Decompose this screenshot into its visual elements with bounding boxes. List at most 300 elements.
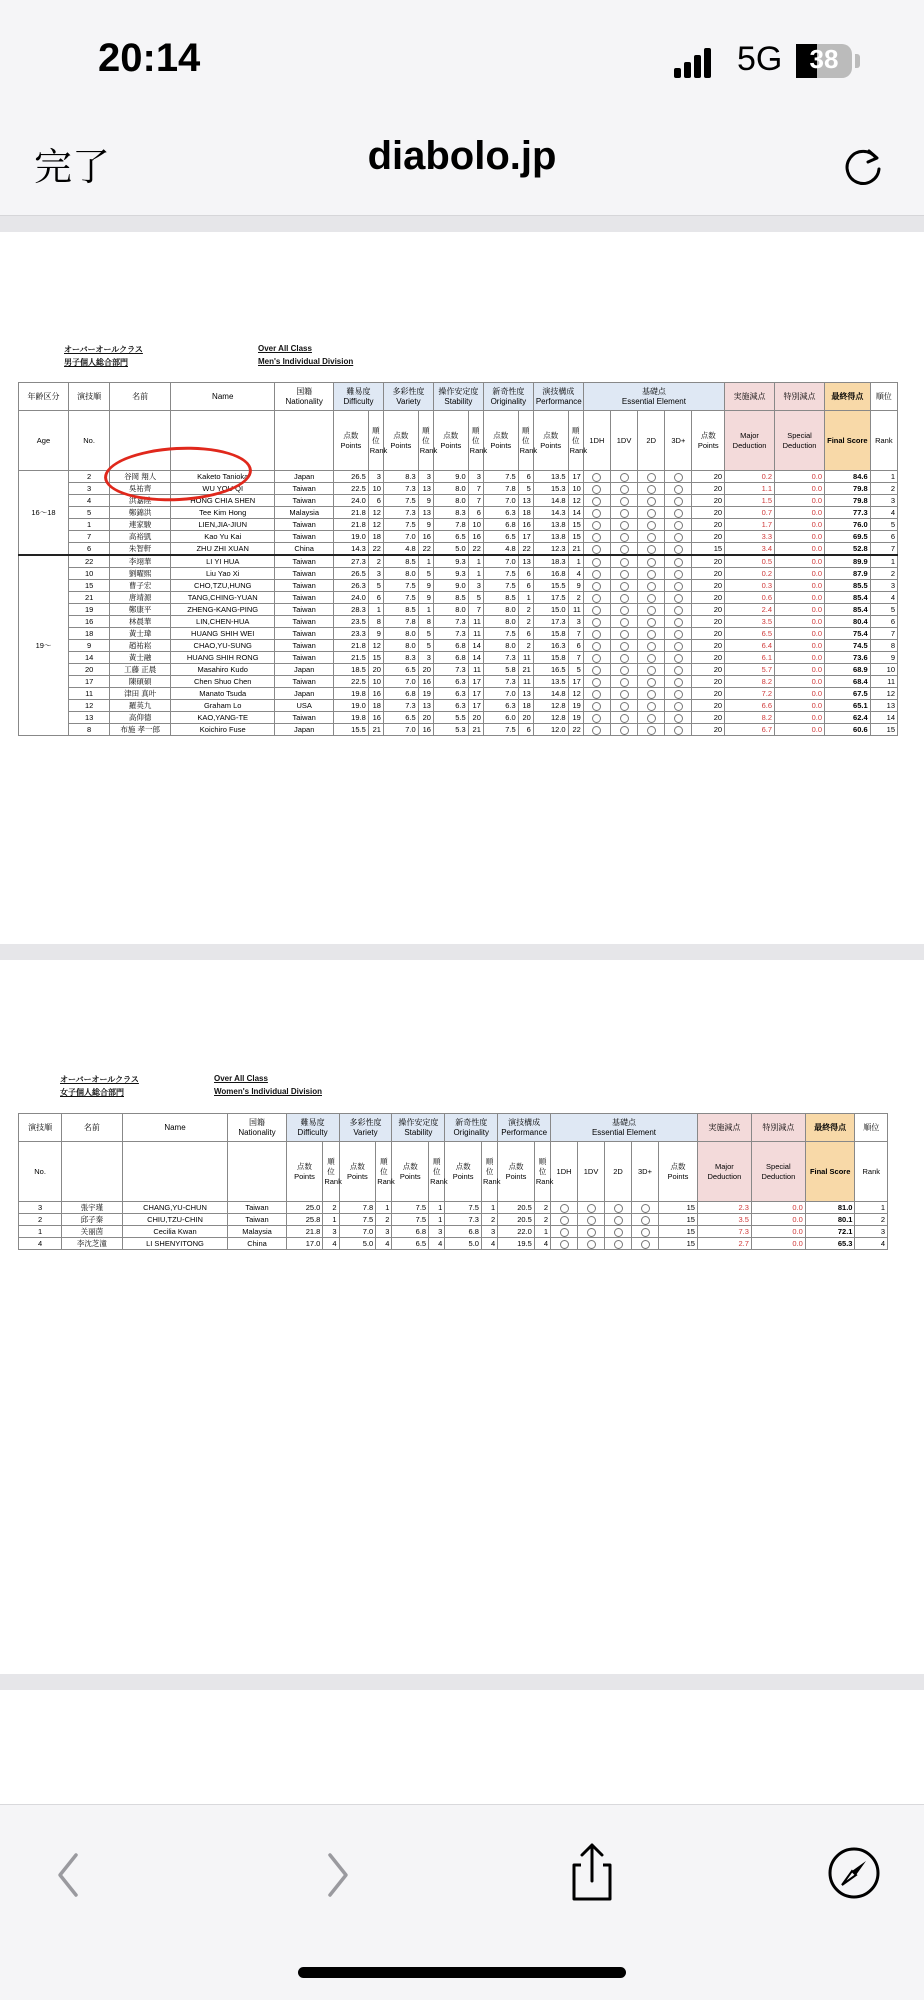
rank-cell: 7 — [870, 628, 897, 640]
variety-points: 7.5 — [383, 495, 418, 507]
stability-points: 8.0 — [433, 483, 468, 495]
done-button[interactable]: 完了 — [34, 145, 111, 189]
rank-cell: 4 — [870, 592, 897, 604]
circle-icon — [647, 594, 656, 603]
circle-icon — [647, 558, 656, 567]
rank-cell: 8 — [870, 640, 897, 652]
variety-rank: 9 — [418, 580, 433, 592]
performance-rank: 4 — [568, 568, 583, 580]
variety-points: 8.0 — [383, 628, 418, 640]
essential-check — [638, 628, 665, 640]
performance-points: 13.8 — [533, 531, 568, 543]
name-cell: ZHU ZHI XUAN — [171, 543, 275, 556]
order-cell: 5 — [68, 507, 109, 519]
essential-check — [638, 592, 665, 604]
essential-check — [583, 616, 610, 628]
circle-icon — [620, 582, 629, 591]
variety-points: 7.5 — [383, 580, 418, 592]
essential-check — [551, 1214, 578, 1226]
essential-check — [665, 543, 692, 556]
name-jp-cell: 李沈芝潼 — [62, 1238, 122, 1250]
circle-icon — [647, 714, 656, 723]
essential-check — [583, 712, 610, 724]
essential-check — [583, 652, 610, 664]
special-deduction: 0.0 — [775, 616, 825, 628]
circle-icon — [674, 509, 683, 518]
variety-points: 8.3 — [383, 652, 418, 664]
major-deduction: 6.5 — [725, 628, 775, 640]
circle-icon — [641, 1204, 650, 1213]
difficulty-rank: 6 — [368, 592, 383, 604]
difficulty-points: 21.8 — [334, 640, 369, 652]
performance-points: 16.3 — [533, 640, 568, 652]
circle-icon — [647, 618, 656, 627]
variety-points: 8.5 — [383, 555, 418, 568]
name-cell: HUANG SHIH RONG — [171, 652, 275, 664]
essential-points: 20 — [692, 580, 725, 592]
difficulty-rank: 21 — [368, 724, 383, 736]
essential-check — [638, 543, 665, 556]
essential-check — [605, 1214, 632, 1226]
hdr-order: 演技順 — [68, 383, 109, 411]
circle-icon — [647, 521, 656, 530]
essential-points: 20 — [692, 616, 725, 628]
hdr-major: Major Deduction — [725, 411, 775, 471]
variety-rank: 1 — [418, 555, 433, 568]
order-cell: 9 — [68, 640, 109, 652]
originality-points: 4.8 — [483, 543, 518, 556]
special-deduction: 0.0 — [751, 1202, 805, 1214]
essential-check — [632, 1202, 659, 1214]
final-score: 79.8 — [825, 483, 871, 495]
performance-points: 16.8 — [533, 568, 568, 580]
name-jp-cell: 鄭錦洪 — [110, 507, 171, 519]
final-score: 65.3 — [805, 1238, 855, 1250]
circle-icon — [647, 509, 656, 518]
essential-points: 20 — [692, 640, 725, 652]
essential-check — [610, 531, 637, 543]
major-deduction: 5.7 — [725, 664, 775, 676]
circle-icon — [592, 594, 601, 603]
originality-points: 6.8 — [483, 519, 518, 531]
essential-check — [610, 568, 637, 580]
circle-icon — [620, 558, 629, 567]
essential-check — [665, 616, 692, 628]
final-score: 65.1 — [825, 700, 871, 712]
performance-points: 19.5 — [498, 1238, 535, 1250]
hdr-points: 点数 Points — [286, 1142, 323, 1202]
stability-rank: 20 — [468, 712, 483, 724]
table-row — [19, 531, 898, 543]
special-deduction: 0.0 — [775, 700, 825, 712]
essential-points: 20 — [692, 568, 725, 580]
major-deduction: 7.2 — [725, 688, 775, 700]
reload-icon[interactable] — [838, 142, 888, 192]
nationality-cell: Taiwan — [275, 652, 334, 664]
circle-icon — [592, 497, 601, 506]
essential-check — [665, 640, 692, 652]
rank-cell: 3 — [870, 580, 897, 592]
variety-rank: 16 — [418, 531, 433, 543]
hdr-points: 点数 Points — [433, 411, 468, 471]
circle-icon — [647, 545, 656, 554]
originality-rank: 13 — [518, 555, 533, 568]
stability-rank: 1 — [429, 1202, 445, 1214]
hdr-nationality: 国籍 Nationality — [275, 383, 334, 411]
essential-points: 20 — [692, 471, 725, 483]
variety-points: 8.5 — [383, 604, 418, 616]
table-row — [19, 1202, 888, 1214]
circle-icon — [560, 1204, 569, 1213]
difficulty-rank: 12 — [368, 640, 383, 652]
essential-points: 20 — [692, 664, 725, 676]
circle-icon — [674, 678, 683, 687]
variety-points: 5.0 — [339, 1238, 376, 1250]
circle-icon — [647, 485, 656, 494]
essential-check — [665, 555, 692, 568]
essential-check — [578, 1214, 605, 1226]
difficulty-points: 19.0 — [334, 700, 369, 712]
circle-icon — [620, 509, 629, 518]
nationality-cell: Japan — [275, 664, 334, 676]
circle-icon — [592, 606, 601, 615]
special-deduction: 0.0 — [775, 652, 825, 664]
circle-icon — [592, 690, 601, 699]
difficulty-rank: 16 — [368, 688, 383, 700]
performance-points: 14.8 — [533, 495, 568, 507]
performance-rank: 9 — [568, 580, 583, 592]
hdr-major: Major Deduction — [697, 1142, 751, 1202]
nationality-cell: Taiwan — [228, 1202, 286, 1214]
forward-icon[interactable] — [316, 1845, 356, 1905]
variety-rank: 3 — [376, 1226, 392, 1238]
originality-points: 6.0 — [483, 712, 518, 724]
hdr-points: 点数 Points — [533, 411, 568, 471]
hdr-performance: 演技構成 Performance — [498, 1114, 551, 1142]
compass-icon[interactable] — [826, 1845, 882, 1901]
order-cell: 15 — [68, 580, 109, 592]
stability-points: 8.0 — [433, 604, 468, 616]
difficulty-points: 23.5 — [334, 616, 369, 628]
hdr-1dh: 1DH — [551, 1142, 578, 1202]
performance-points: 13.8 — [533, 519, 568, 531]
essential-check — [583, 519, 610, 531]
essential-check — [551, 1226, 578, 1238]
difficulty-points: 27.3 — [334, 555, 369, 568]
variety-rank: 8 — [418, 616, 433, 628]
hdr-variety: 多彩性度 Variety — [339, 1114, 392, 1142]
difficulty-points: 26.5 — [334, 568, 369, 580]
circle-icon — [592, 666, 601, 675]
essential-check — [610, 628, 637, 640]
essential-check — [583, 483, 610, 495]
name-cell: Manato Tsuda — [171, 688, 275, 700]
essential-check — [638, 580, 665, 592]
circle-icon — [674, 606, 683, 615]
final-score: 68.4 — [825, 676, 871, 688]
circle-icon — [674, 558, 683, 567]
circle-icon — [674, 485, 683, 494]
name-cell: HUANG SHIH WEI — [171, 628, 275, 640]
stability-rank: 22 — [468, 543, 483, 556]
essential-check — [583, 604, 610, 616]
page-divider — [0, 944, 924, 960]
difficulty-points: 28.3 — [334, 604, 369, 616]
essential-check — [578, 1238, 605, 1250]
essential-points: 20 — [692, 688, 725, 700]
table-row — [19, 688, 898, 700]
nationality-cell: Taiwan — [275, 580, 334, 592]
home-indicator — [298, 1967, 626, 1978]
essential-check — [638, 712, 665, 724]
difficulty-rank: 3 — [368, 471, 383, 483]
order-cell: 22 — [68, 555, 109, 568]
circle-icon — [587, 1204, 596, 1213]
originality-rank: 11 — [518, 676, 533, 688]
circle-icon — [620, 726, 629, 735]
difficulty-rank: 22 — [368, 543, 383, 556]
stability-points: 9.0 — [433, 471, 468, 483]
hdr-final: Final Score — [825, 411, 871, 471]
share-icon[interactable] — [564, 1841, 620, 1905]
essential-points: 20 — [692, 519, 725, 531]
circle-icon — [620, 545, 629, 554]
hdr-1dv: 1DV — [610, 411, 637, 471]
originality-rank: 13 — [518, 688, 533, 700]
circle-icon — [620, 654, 629, 663]
circle-icon — [674, 618, 683, 627]
performance-points: 13.5 — [533, 471, 568, 483]
table-row — [19, 652, 898, 664]
major-deduction: 3.4 — [725, 543, 775, 556]
nationality-cell: Taiwan — [275, 628, 334, 640]
major-deduction: 8.2 — [725, 676, 775, 688]
stability-points: 6.8 — [433, 640, 468, 652]
variety-rank: 1 — [376, 1202, 392, 1214]
variety-rank: 20 — [418, 664, 433, 676]
hdr-empty — [275, 411, 334, 471]
essential-check — [665, 519, 692, 531]
hdr-special: Special Deduction — [751, 1142, 805, 1202]
difficulty-points: 14.3 — [334, 543, 369, 556]
originality-points: 7.0 — [483, 688, 518, 700]
essential-points: 20 — [692, 652, 725, 664]
order-cell: 3 — [19, 1202, 62, 1214]
essential-check — [583, 471, 610, 483]
special-deduction: 0.0 — [775, 664, 825, 676]
hdr-name: Name — [171, 383, 275, 411]
essential-points: 20 — [692, 592, 725, 604]
stability-points: 7.8 — [433, 519, 468, 531]
table-row — [19, 543, 898, 556]
originality-rank: 2 — [518, 640, 533, 652]
name-cell: Kao Yu Kai — [171, 531, 275, 543]
difficulty-points: 21.5 — [334, 652, 369, 664]
hdr-rank-small: 順位Rank — [534, 1142, 550, 1202]
table-row — [19, 676, 898, 688]
rank-cell: 5 — [870, 604, 897, 616]
final-score: 73.6 — [825, 652, 871, 664]
essential-check — [632, 1214, 659, 1226]
circle-icon — [674, 582, 683, 591]
variety-rank: 9 — [418, 519, 433, 531]
variety-points: 6.5 — [383, 664, 418, 676]
rank-cell: 2 — [870, 568, 897, 580]
name-cell: Kaketo Tanioka — [171, 471, 275, 483]
essential-check — [610, 616, 637, 628]
major-deduction: 1.1 — [725, 483, 775, 495]
hdr-performance: 演技構成 Performance — [533, 383, 583, 411]
hdr-rank-small: 順位Rank — [518, 411, 533, 471]
difficulty-points: 26.3 — [334, 580, 369, 592]
circle-icon — [592, 582, 601, 591]
name-cell: CHO,TZU,HUNG — [171, 580, 275, 592]
hdr-no: No. — [19, 1142, 62, 1202]
essential-points: 20 — [692, 676, 725, 688]
circle-icon — [674, 497, 683, 506]
circle-icon — [560, 1228, 569, 1237]
essential-points: 20 — [692, 507, 725, 519]
stability-points: 7.3 — [433, 628, 468, 640]
final-score: 75.4 — [825, 628, 871, 640]
originality-points: 7.5 — [483, 471, 518, 483]
name-cell: ZHENG-KANG-PING — [171, 604, 275, 616]
originality-rank: 2 — [518, 616, 533, 628]
difficulty-rank: 5 — [368, 580, 383, 592]
hdr-name-jp: 名前 — [110, 383, 171, 411]
essential-points: 20 — [692, 495, 725, 507]
order-cell: 10 — [68, 568, 109, 580]
essential-check — [605, 1226, 632, 1238]
name-jp-cell: 陳碩碩 — [110, 676, 171, 688]
essential-check — [638, 640, 665, 652]
stability-rank: 17 — [468, 688, 483, 700]
nationality-cell: Taiwan — [275, 483, 334, 495]
performance-points: 15.8 — [533, 652, 568, 664]
women-title-en-1: Over All Class — [214, 1074, 268, 1083]
final-score: 68.9 — [825, 664, 871, 676]
performance-points: 14.8 — [533, 688, 568, 700]
hdr-name: Name — [122, 1114, 228, 1142]
performance-points: 17.5 — [533, 592, 568, 604]
essential-check — [638, 616, 665, 628]
special-deduction: 0.0 — [775, 555, 825, 568]
stability-points: 6.5 — [392, 1238, 429, 1250]
hdr-empty — [62, 1142, 122, 1202]
final-score: 62.4 — [825, 712, 871, 724]
stability-points: 5.5 — [433, 712, 468, 724]
originality-rank: 6 — [518, 628, 533, 640]
difficulty-rank: 1 — [323, 1214, 339, 1226]
circle-icon — [592, 642, 601, 651]
circle-icon — [674, 690, 683, 699]
name-jp-cell: 李翊華 — [110, 555, 171, 568]
essential-points: 20 — [692, 531, 725, 543]
variety-points: 7.5 — [339, 1214, 376, 1226]
name-cell: LI SHENYITONG — [122, 1238, 228, 1250]
originality-points: 5.8 — [483, 664, 518, 676]
originality-points: 5.0 — [445, 1238, 482, 1250]
circle-icon — [560, 1216, 569, 1225]
special-deduction: 0.0 — [775, 519, 825, 531]
stability-points: 8.3 — [433, 507, 468, 519]
circle-icon — [674, 473, 683, 482]
difficulty-rank: 18 — [368, 531, 383, 543]
stability-rank: 10 — [468, 519, 483, 531]
hdr-points: 点数 Points — [445, 1142, 482, 1202]
final-score: 74.5 — [825, 640, 871, 652]
essential-check — [638, 519, 665, 531]
final-score: 76.0 — [825, 519, 871, 531]
final-score: 72.1 — [805, 1226, 855, 1238]
essential-check — [665, 664, 692, 676]
essential-check — [638, 604, 665, 616]
order-cell: 1 — [19, 1226, 62, 1238]
circle-icon — [592, 714, 601, 723]
hdr-rank-jp: 順位 — [855, 1114, 888, 1142]
table-row — [19, 1238, 888, 1250]
special-deduction: 0.0 — [775, 580, 825, 592]
difficulty-points: 19.8 — [334, 712, 369, 724]
circle-icon — [592, 654, 601, 663]
order-cell: 3 — [68, 483, 109, 495]
order-cell: 17 — [68, 676, 109, 688]
url-label[interactable]: diabolo.jp — [367, 134, 557, 178]
originality-rank: 18 — [518, 507, 533, 519]
name-cell: KAO,YANG-TE — [171, 712, 275, 724]
circle-icon — [620, 533, 629, 542]
essential-check — [610, 543, 637, 556]
rank-cell: 6 — [870, 616, 897, 628]
circle-icon — [641, 1228, 650, 1237]
essential-check — [610, 580, 637, 592]
originality-points: 7.5 — [483, 724, 518, 736]
performance-points: 17.3 — [533, 616, 568, 628]
variety-rank: 2 — [376, 1214, 392, 1226]
hdr-major-jp: 実施減点 — [725, 383, 775, 411]
difficulty-points: 19.0 — [334, 531, 369, 543]
originality-rank: 2 — [481, 1214, 497, 1226]
special-deduction: 0.0 — [775, 531, 825, 543]
order-cell: 8 — [68, 724, 109, 736]
originality-rank: 3 — [481, 1226, 497, 1238]
hdr-final-jp: 最終得点 — [805, 1114, 855, 1142]
essential-check — [638, 700, 665, 712]
essential-check — [638, 664, 665, 676]
special-deduction: 0.0 — [775, 495, 825, 507]
essential-check — [583, 555, 610, 568]
essential-check — [665, 495, 692, 507]
variety-rank: 1 — [418, 604, 433, 616]
variety-rank: 16 — [418, 724, 433, 736]
circle-icon — [614, 1216, 623, 1225]
final-score: 87.9 — [825, 568, 871, 580]
originality-rank: 6 — [518, 724, 533, 736]
back-icon[interactable] — [50, 1845, 90, 1905]
essential-points: 20 — [692, 724, 725, 736]
major-deduction: 7.3 — [697, 1226, 751, 1238]
variety-rank: 13 — [418, 507, 433, 519]
network-label: 5G — [737, 40, 783, 78]
hdr-stability: 操作安定度 Stability — [392, 1114, 445, 1142]
essential-points: 15 — [659, 1214, 698, 1226]
performance-rank: 2 — [534, 1214, 550, 1226]
circle-icon — [592, 558, 601, 567]
circle-icon — [641, 1240, 650, 1249]
essential-check — [610, 519, 637, 531]
hdr-special: Special Deduction — [775, 411, 825, 471]
circle-icon — [647, 533, 656, 542]
